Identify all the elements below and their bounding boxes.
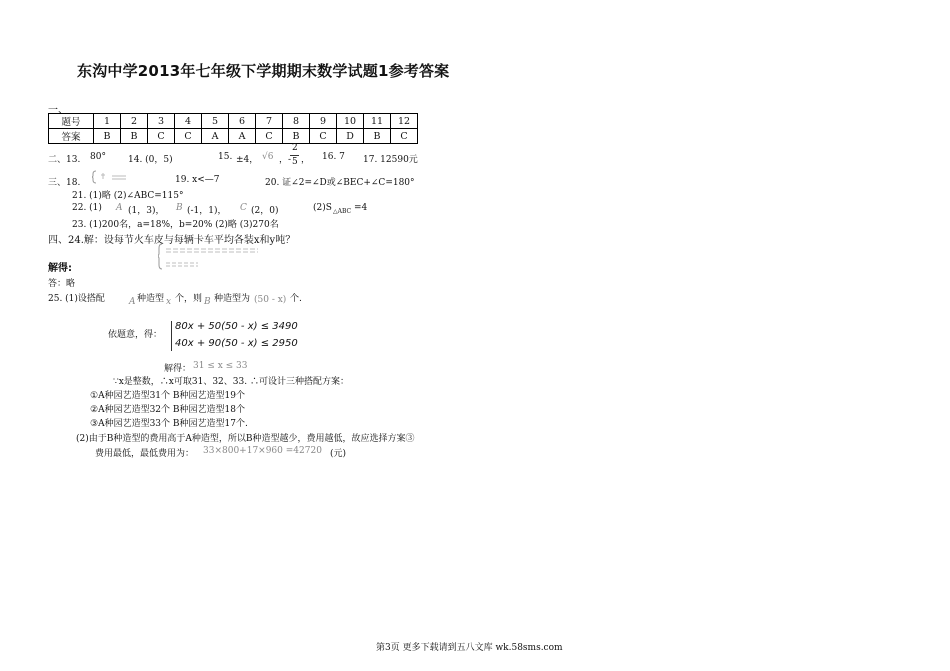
inequality-brace bbox=[171, 321, 172, 351]
q22-point-a: A bbox=[116, 203, 123, 213]
table-cell: 11 bbox=[364, 114, 391, 129]
q20-answer: 20. 证∠2=∠D或∠BEC+∠C=180° bbox=[265, 178, 415, 188]
q25-cost-unit: (元) bbox=[330, 449, 347, 459]
table-cell: 10 bbox=[337, 114, 364, 129]
table-cell: 1 bbox=[94, 114, 121, 129]
q23-answer: 23. (1)200名，a=18%，b=20% (2)略 (3)270名 bbox=[72, 220, 279, 230]
table-cell: B bbox=[364, 129, 391, 144]
table-cell: B bbox=[94, 129, 121, 144]
table-cell: C bbox=[175, 129, 202, 144]
table-cell: C bbox=[256, 129, 283, 144]
table-header-number: 题号 bbox=[49, 114, 94, 129]
table-cell: 6 bbox=[229, 114, 256, 129]
table-cell: C bbox=[148, 129, 175, 144]
q25-var-x: x bbox=[166, 297, 172, 307]
q25-line1-d: 种造型为 bbox=[214, 294, 251, 304]
table-cell: 7 bbox=[256, 114, 283, 129]
table-header-answer: 答案 bbox=[49, 129, 94, 144]
q22-coord-c: (2，0) bbox=[251, 206, 279, 216]
table-cell: 4 bbox=[175, 114, 202, 129]
q15-sqrt: √6 bbox=[262, 152, 274, 162]
q25-cost-expression: 33×800+17×960 =42720 bbox=[203, 446, 322, 456]
table-cell: D bbox=[337, 129, 364, 144]
plan-3: ③A种园艺造型33个 B种园艺造型17个. bbox=[90, 419, 248, 429]
table-cell: B bbox=[283, 129, 310, 144]
plan-1: ①A种园艺造型31个 B种园艺造型19个 bbox=[90, 391, 245, 401]
q25-range: 31 ≤ x ≤ 33 bbox=[193, 361, 248, 371]
q21-answer: 21. (1)略 (2)∠ABC=115° bbox=[72, 191, 184, 201]
q22-coord-a: (1，3)， bbox=[128, 206, 165, 216]
q22-subscript: △ABC bbox=[333, 208, 352, 215]
page-title: 东沟中学2013年七年级下学期期末数学试题1参考答案 bbox=[77, 62, 450, 80]
q25-var-b: B bbox=[204, 297, 211, 307]
table-cell: C bbox=[391, 129, 418, 144]
q25-solution-label: 解得： bbox=[164, 364, 192, 374]
q25-line1-a: 25. (1)设搭配 bbox=[48, 294, 105, 304]
q25-part2-line2: 费用最低，最低费用为： bbox=[95, 449, 195, 459]
q25-line1-b: 种造型 bbox=[137, 294, 165, 304]
q24-statement: 四、24.解：设每节火车皮与每辆卡车平均各装x和y吨？ bbox=[48, 235, 296, 246]
q25-part2-line1: (2)由于B种造型的费用高于A种造型，所以B种造型越少，费用越低，故应选择方案③ bbox=[76, 434, 415, 444]
q24-conclusion: 答：略 bbox=[48, 279, 76, 289]
q17-answer: 17. 12590元 bbox=[363, 155, 418, 165]
plan-2: ②A种园艺造型32个 B种园艺造型18个 bbox=[90, 405, 245, 415]
q25-integer-note: ∵x是整数，∴x可取31、32、33. ∴可设计三种搭配方案： bbox=[113, 377, 349, 387]
inequality-2: 40x + 90(50 - x) ≤ 2950 bbox=[175, 338, 298, 349]
q25-line1-c: 个，则 bbox=[175, 294, 203, 304]
q15-label: 15. bbox=[218, 152, 233, 162]
q25-expression: (50 - x) bbox=[254, 295, 287, 305]
answer-table bbox=[48, 113, 418, 144]
q22-part2: (2)S bbox=[313, 203, 332, 213]
q15-numerator: 2 bbox=[292, 143, 298, 153]
q22-point-b: B bbox=[176, 203, 183, 213]
table-cell: A bbox=[229, 129, 256, 144]
q18-label: 三、18. bbox=[48, 178, 81, 188]
q24-solution-label: 解得: bbox=[48, 263, 72, 274]
table-cell: B bbox=[121, 129, 148, 144]
table-cell: 9 bbox=[310, 114, 337, 129]
table-cell: 8 bbox=[283, 114, 310, 129]
q16-answer: 16. 7 bbox=[322, 152, 345, 162]
q22-area: =4 bbox=[354, 203, 368, 213]
q19-answer: 19. x<—7 bbox=[175, 175, 220, 185]
q22-point-c: C bbox=[240, 203, 247, 213]
q15-value-d: ， bbox=[301, 155, 311, 165]
table-row-answers bbox=[49, 129, 418, 144]
q22-label: 22. (1) bbox=[72, 203, 102, 213]
fraction-bar bbox=[290, 155, 299, 156]
table-cell: C bbox=[310, 129, 337, 144]
inequality-1: 80x + 50(50 - x) ≤ 3490 bbox=[175, 321, 298, 332]
q13-label: 二、13. bbox=[48, 155, 81, 165]
q15-denominator: 5 bbox=[292, 157, 298, 167]
q22-coord-b: (-1，1)， bbox=[187, 206, 227, 216]
q25-condition-label: 依题意，得： bbox=[108, 330, 163, 340]
table-cell: 5 bbox=[202, 114, 229, 129]
q15-value-c: ，- bbox=[279, 155, 292, 165]
table-cell: 12 bbox=[391, 114, 418, 129]
page-footer: 第3页 更多下载请到五八文库 wk.58sms.com bbox=[376, 643, 563, 653]
q18-system-glyph bbox=[92, 170, 134, 184]
table-cell: A bbox=[202, 129, 229, 144]
table-cell: 3 bbox=[148, 114, 175, 129]
q25-var-a: A bbox=[129, 297, 136, 307]
q25-line1-f: 个. bbox=[290, 294, 302, 304]
q15-value-a: ±4， bbox=[236, 155, 259, 165]
q13-answer: 80° bbox=[90, 152, 106, 162]
table-row-numbers bbox=[49, 114, 418, 129]
q24-equation-system-glyph bbox=[158, 243, 268, 270]
table-cell: 2 bbox=[121, 114, 148, 129]
q14-answer: 14. (0，5) bbox=[128, 155, 173, 165]
section-one-label: 一、 bbox=[48, 105, 68, 116]
